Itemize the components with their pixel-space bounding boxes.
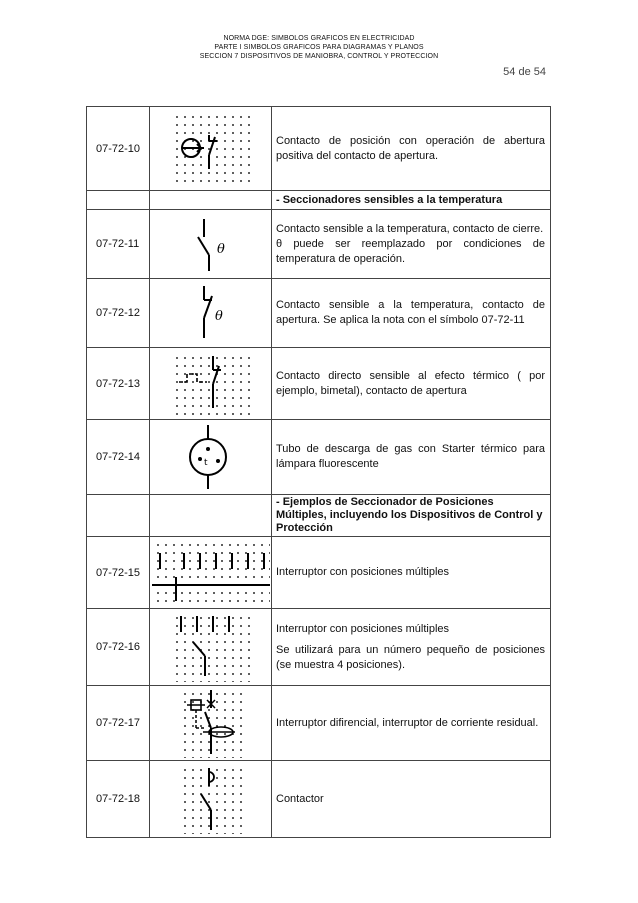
description-line: Contacto sensible a la temperatura, contacto de cierre. <box>276 222 544 235</box>
svg-text:θ: θ <box>214 309 223 324</box>
description-line: Interruptor con posiciones múltiples <box>276 622 450 635</box>
symbols-table <box>86 106 551 838</box>
symbol-description: Tubo de descarga de gas con Starter térmico para lámpara fluorescente <box>272 420 551 495</box>
symbol-cell <box>150 107 272 191</box>
section-title: - Seccionadores sensibles a la temperatura <box>272 191 551 210</box>
symbol-description: Interruptor difirencial, interruptor de corriente residual. <box>272 686 551 761</box>
symbol-code: 07-72-14 <box>87 420 150 495</box>
symbol-cell <box>150 609 272 686</box>
header-line-3: SECCION 7 DISPOSITIVOS DE MANIOBRA, CONTROL Y PROTECCION <box>199 53 439 60</box>
table-row <box>87 107 551 191</box>
table-row <box>87 420 551 495</box>
symbol-cell <box>150 348 272 420</box>
table-row <box>87 686 551 761</box>
symbol-cell <box>150 537 272 609</box>
thermal-opening-contact-icon <box>176 282 246 344</box>
symbol-cell <box>150 279 272 348</box>
contactor-icon <box>179 764 243 834</box>
svg-text:t: t <box>203 458 208 468</box>
symbol-description: Contacto de posición con operación de abertura positiva del contacto de apertura. <box>272 107 551 191</box>
symbol-description <box>272 210 551 279</box>
symbol-cell <box>150 210 272 279</box>
symbol-cell <box>150 761 272 838</box>
symbol-description: Contacto directo sensible al efecto térmico ( por ejemplo, bimetal), contacto de apertura <box>272 348 551 420</box>
symbol-code: 07-72-15 <box>87 537 150 609</box>
gas-discharge-starter-icon <box>176 423 246 491</box>
section-row <box>87 191 551 210</box>
symbol-code: 07-72-18 <box>87 761 150 838</box>
table-row <box>87 761 551 838</box>
symbol-description: Contactor <box>272 761 551 838</box>
symbol-code: 07-72-10 <box>87 107 150 191</box>
page-number: 54 de 54 <box>503 66 546 78</box>
header-line-1: NORMA DGE: SIMBOLOS GRAFICOS EN ELECTRICIDAD <box>223 35 415 42</box>
symbol-description: Contacto sensible a la temperatura, contacto de apertura. Se aplica la nota con el símbolo 07-72-11 <box>272 279 551 348</box>
section-title: - Ejemplos de Seccionador de Posiciones Múltiples, incluyendo los Dispositivos de Control y Protección <box>272 495 551 537</box>
table-row <box>87 348 551 420</box>
header-line-2: PARTE I SIMBOLOS GRAFICOS PARA DIAGRAMAS Y PLANOS <box>214 44 424 51</box>
symbol-code: 07-72-13 <box>87 348 150 420</box>
table-row <box>87 279 551 348</box>
svg-text:θ: θ <box>216 242 225 257</box>
multi-position-switch-icon <box>152 539 270 607</box>
symbol-cell <box>150 686 272 761</box>
section-row <box>87 495 551 537</box>
description-note: θ puede ser reemplazado por condiciones de temperatura de operación. <box>276 237 545 265</box>
thermal-closing-contact-icon <box>176 213 246 275</box>
symbol-code: 07-72-17 <box>87 686 150 761</box>
position-contact-icon <box>171 111 251 187</box>
symbol-code: 07-72-16 <box>87 609 150 686</box>
symbol-cell <box>150 420 272 495</box>
description-note: Se utilizará para un número pequeño de posiciones (se muestra 4 posiciones). <box>276 643 545 671</box>
symbol-code: 07-72-12 <box>87 279 150 348</box>
symbol-description <box>272 609 551 686</box>
table-row <box>87 210 551 279</box>
symbol-code: 07-72-11 <box>87 210 150 279</box>
table-row <box>87 609 551 686</box>
table-row <box>87 537 551 609</box>
symbol-description: Interruptor con posiciones múltiples <box>272 537 551 609</box>
multi-position-switch-small-icon <box>171 612 251 682</box>
residual-current-breaker-icon <box>179 688 243 758</box>
bimetal-contact-icon <box>171 352 251 416</box>
